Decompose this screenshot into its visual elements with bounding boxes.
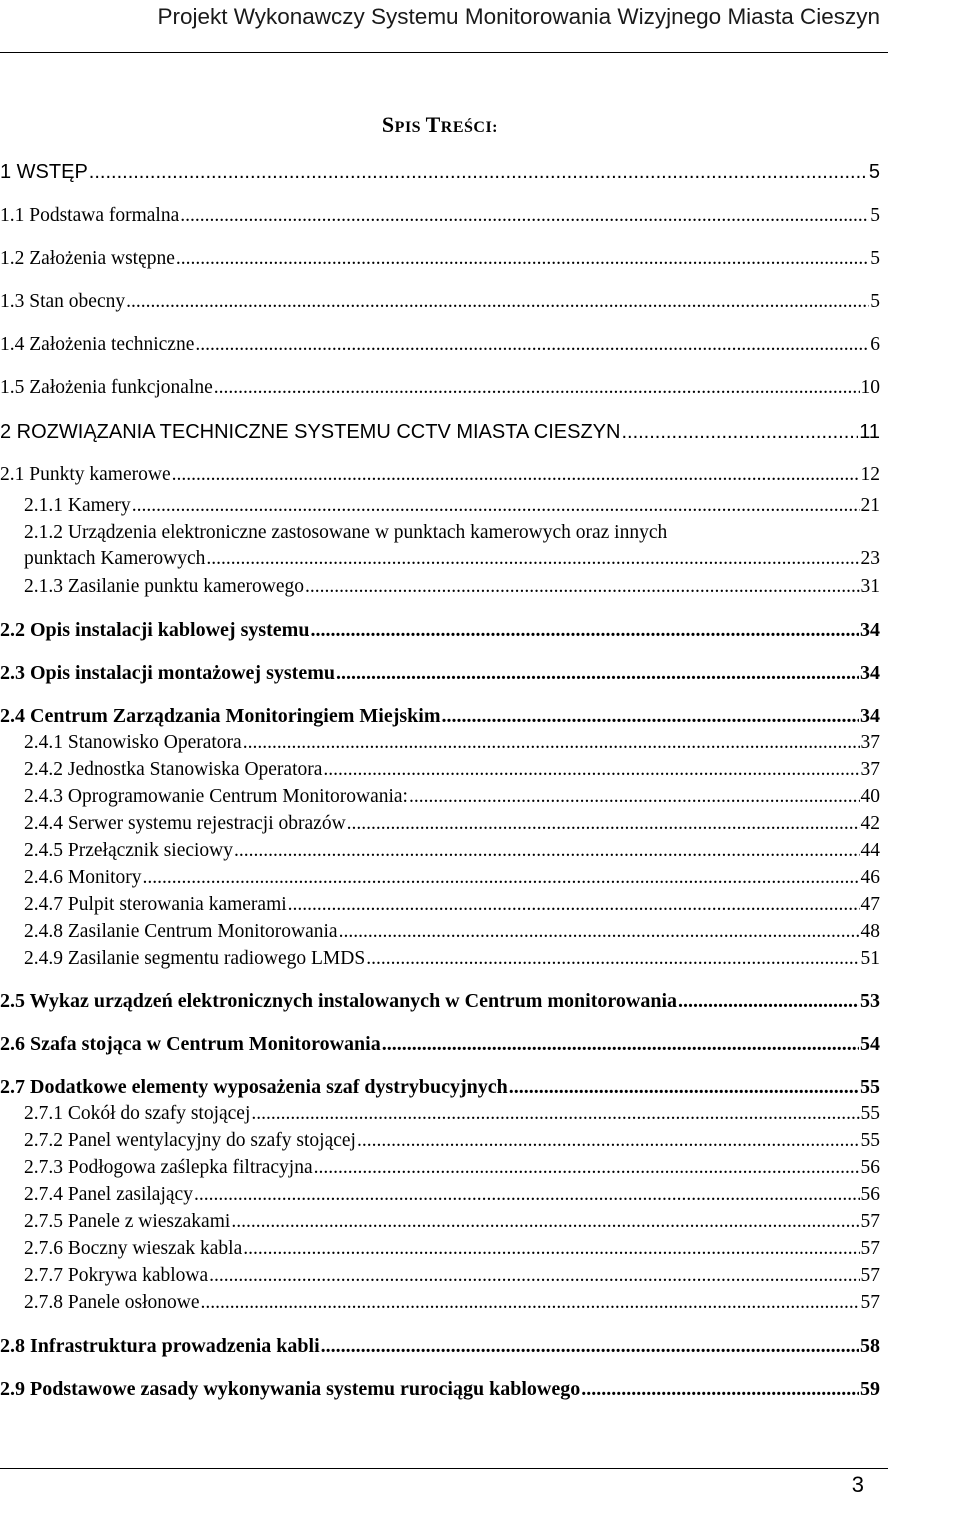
dot-leader — [89, 162, 868, 182]
toc-entry[interactable] — [24, 787, 880, 807]
toc-entry-label: 2.7.5 Panele z wieszakami — [24, 1211, 231, 1232]
toc-entry-page: 34 — [860, 705, 880, 727]
toc-entry-page: 53 — [860, 990, 880, 1012]
toc-entry[interactable] — [24, 895, 880, 915]
toc-entry-page: 12 — [860, 464, 880, 485]
toc-entry-page: 37 — [860, 732, 880, 753]
dot-leader — [409, 787, 860, 807]
toc-entry-label: 2.2 Opis instalacji kablowej systemu — [0, 619, 310, 641]
toc-entry-page: 56 — [860, 1157, 880, 1178]
toc-entry-label: 2.1 Punkty kamerowe — [0, 464, 171, 485]
toc-entry-page: 34 — [860, 662, 880, 684]
toc-entry[interactable] — [0, 422, 880, 442]
toc-entry-label: 2.4.1 Stanowisko Operatora — [24, 732, 242, 753]
toc-entry-page: 48 — [860, 921, 880, 942]
toc-entry-label: 2.4.4 Serwer systemu rejestracji obrazów — [24, 813, 346, 834]
toc-entry[interactable] — [0, 292, 880, 312]
toc-entry[interactable] — [0, 162, 880, 182]
toc-entry[interactable] — [24, 1266, 880, 1286]
footer-divider — [0, 1468, 888, 1469]
dot-leader — [214, 378, 860, 398]
dot-leader — [321, 1336, 859, 1356]
toc-entry-label: 1 WSTĘP — [0, 161, 88, 183]
toc-entry[interactable] — [24, 841, 880, 861]
dot-leader — [209, 1266, 859, 1286]
toc-entry-page: 55 — [860, 1130, 880, 1151]
dot-leader — [180, 206, 869, 226]
toc-entry-page: 21 — [860, 495, 880, 516]
dot-leader — [172, 465, 860, 485]
toc-entry-page: 31 — [860, 576, 880, 597]
toc-entry[interactable] — [0, 1379, 880, 1399]
toc-entry-label: 2.1.1 Kamery — [24, 495, 131, 516]
toc-entry-page: 56 — [860, 1184, 880, 1205]
toc-entry-page: 59 — [860, 1378, 880, 1400]
dot-leader — [339, 922, 860, 942]
toc-entry-page: 40 — [860, 786, 880, 807]
dot-leader — [305, 577, 860, 597]
toc-heading-t: T — [425, 112, 441, 137]
dot-leader — [206, 549, 859, 569]
toc-entry-page: 58 — [860, 1335, 880, 1357]
dot-leader — [323, 760, 859, 780]
toc-entry-page: 23 — [860, 548, 880, 569]
toc-entry-label: 2.7.6 Boczny wieszak kabla — [24, 1238, 243, 1259]
toc-entry-page: 47 — [860, 894, 880, 915]
toc-entry-page: 5 — [870, 248, 880, 269]
toc-entry-label: 2.8 Infrastruktura prowadzenia kabli — [0, 1335, 320, 1357]
toc-entry-page: 11 — [859, 421, 880, 443]
toc-entry-label-line1[interactable]: 2.1.2 Urządzenia elektroniczne zastosowane w punktach kamerowych oraz innych — [24, 522, 668, 543]
toc-entry[interactable] — [24, 1212, 880, 1232]
toc-entry[interactable] — [24, 1239, 880, 1259]
toc-entry-label: 2.7.3 Podłogowa zaślepka filtracyjna — [24, 1157, 313, 1178]
dot-leader — [251, 1104, 859, 1124]
toc-entry-label: 2.1.3 Zasilanie punktu kamerowego — [24, 576, 304, 597]
toc-entry-page: 46 — [860, 867, 880, 888]
toc-entry-page: 57 — [860, 1238, 880, 1259]
toc-entry[interactable] — [24, 760, 880, 780]
toc-entry[interactable] — [24, 922, 880, 942]
toc-entry[interactable] — [0, 663, 880, 683]
dot-leader — [382, 1034, 859, 1054]
toc-entry-page: 57 — [860, 1265, 880, 1286]
toc-entry[interactable] — [24, 814, 880, 834]
toc-entry[interactable] — [24, 549, 880, 569]
toc-entry-label: 2.4.5 Przełącznik sieciowy — [24, 840, 234, 861]
dot-leader — [126, 292, 869, 312]
dot-leader — [288, 895, 860, 915]
toc-entry[interactable] — [24, 1104, 880, 1124]
toc-entry-page: 5 — [870, 291, 880, 312]
toc-entry-label: 2.4.7 Pulpit sterowania kamerami — [24, 894, 287, 915]
toc-entry-label: 1.3 Stan obecny — [0, 291, 126, 312]
toc-entry[interactable] — [24, 577, 880, 597]
toc-entry-page: 55 — [860, 1103, 880, 1124]
toc-entry-page: 5 — [870, 205, 880, 226]
toc-entry-label: 2.7 Dodatkowe elementy wyposażenia szaf dystrybucyjnych — [0, 1076, 508, 1098]
dot-leader — [200, 1293, 859, 1313]
toc-entry-page: 10 — [860, 377, 880, 398]
dot-leader — [243, 1239, 859, 1259]
toc-entry[interactable] — [0, 991, 880, 1011]
toc-entry-label: 2.4.9 Zasilanie segmentu radiowego LMDS — [24, 948, 366, 969]
dot-leader — [581, 1379, 859, 1399]
toc-entry-label: 2.7.4 Panel zasilający — [24, 1184, 193, 1205]
toc-entry[interactable] — [0, 1077, 880, 1097]
toc-entry[interactable] — [0, 378, 880, 398]
toc-entry[interactable] — [0, 1336, 880, 1356]
page-number: 3 — [851, 1472, 864, 1497]
toc-entry[interactable] — [0, 706, 880, 726]
toc-entry-page: 34 — [860, 619, 880, 641]
toc-entry[interactable] — [24, 1158, 880, 1178]
dot-leader — [310, 620, 859, 640]
dot-leader — [347, 814, 860, 834]
toc-entry[interactable] — [24, 496, 880, 516]
toc-entry-page: 51 — [860, 948, 880, 969]
toc-entry[interactable] — [24, 868, 880, 888]
toc-entry-label: 2.3 Opis instalacji montażowej systemu — [0, 662, 335, 684]
toc-entry-label: punktach Kamerowych — [24, 548, 206, 569]
toc-entry[interactable] — [0, 206, 880, 226]
toc-entry[interactable] — [24, 733, 880, 753]
toc-entry-page: 42 — [860, 813, 880, 834]
dot-leader — [234, 841, 859, 861]
toc-heading-s: S — [381, 112, 395, 137]
dot-leader — [366, 949, 859, 969]
dot-leader — [621, 422, 858, 442]
toc-entry-label: 1.4 Założenia techniczne — [0, 334, 195, 355]
toc-entry-label: 2.4.6 Monitory — [24, 867, 142, 888]
dot-leader — [314, 1158, 860, 1178]
dot-leader — [336, 663, 859, 683]
toc-heading-tresci: REŚCI: — [440, 119, 498, 136]
dot-leader — [357, 1131, 860, 1151]
toc-entry-label: 2.6 Szafa stojąca w Centrum Monitorowania — [0, 1033, 381, 1055]
toc-entry-label: 1.1 Podstawa formalna — [0, 205, 180, 226]
dot-leader — [143, 868, 860, 888]
toc-entry[interactable] — [0, 1034, 880, 1054]
dot-leader — [132, 496, 860, 516]
toc-entry-page: 55 — [860, 1076, 880, 1098]
toc-entry[interactable] — [0, 335, 880, 355]
toc-entry[interactable] — [0, 620, 880, 640]
toc-entry-label: 2.7.8 Panele osłonowe — [24, 1292, 200, 1313]
document-title: Projekt Wykonawczy Systemu Monitorowania Wizyjnego Miasta Cieszyn — [157, 4, 880, 29]
toc-entry-label: 2.7.7 Pokrywa kablowa — [24, 1265, 209, 1286]
dot-leader — [231, 1212, 859, 1232]
toc-entry-label: 2.4.8 Zasilanie Centrum Monitorowania — [24, 921, 338, 942]
dot-leader — [509, 1077, 859, 1097]
toc-entry-page: 54 — [860, 1033, 880, 1055]
toc-entry-page: 37 — [860, 759, 880, 780]
toc-entry[interactable] — [24, 1131, 880, 1151]
toc-entry-label: 2.7.1 Cokół do szafy stojącej — [24, 1103, 251, 1124]
toc-entry-label: 2 ROZWIĄZANIA TECHNICZNE SYSTEMU CCTV MIASTA CIESZYN — [0, 421, 621, 443]
toc-entry-label: 2.9 Podstawowe zasady wykonywania systemu rurociągu kablowego — [0, 1378, 581, 1400]
toc-entry-page: 5 — [868, 161, 880, 183]
dot-leader — [176, 249, 869, 269]
toc-entry-page: 57 — [860, 1211, 880, 1232]
toc-entry[interactable] — [24, 1293, 880, 1313]
toc-entry-label: 2.4 Centrum Zarządzania Monitoringiem Miejskim — [0, 705, 441, 727]
toc-entry[interactable] — [0, 465, 880, 485]
toc-heading-pis: PIS — [394, 119, 426, 136]
toc-entry[interactable] — [24, 1185, 880, 1205]
toc-entry-page: 57 — [860, 1292, 880, 1313]
toc-entry-label: 2.4.2 Jednostka Stanowiska Operatora — [24, 759, 323, 780]
toc-entry-label: 2.5 Wykaz urządzeń elektronicznych instalowanych w Centrum monitorowania — [0, 990, 678, 1012]
dot-leader — [194, 1185, 860, 1205]
toc-entry-page: 44 — [860, 840, 880, 861]
toc-entry-label: 2.7.2 Panel wentylacyjny do szafy stojącej — [24, 1130, 356, 1151]
toc-entry-label: 2.4.3 Oprogramowanie Centrum Monitorowania: — [24, 786, 408, 807]
dot-leader — [243, 733, 860, 753]
toc-entry-page: 6 — [870, 334, 880, 355]
dot-leader — [678, 991, 859, 1011]
dot-leader — [442, 706, 860, 726]
dot-leader — [195, 335, 869, 355]
toc-entry-label: 1.5 Założenia funkcjonalne — [0, 377, 213, 398]
toc-entry[interactable] — [0, 249, 880, 269]
toc-entry-label: 1.2 Założenia wstępne — [0, 248, 175, 269]
toc-entry[interactable] — [24, 949, 880, 969]
